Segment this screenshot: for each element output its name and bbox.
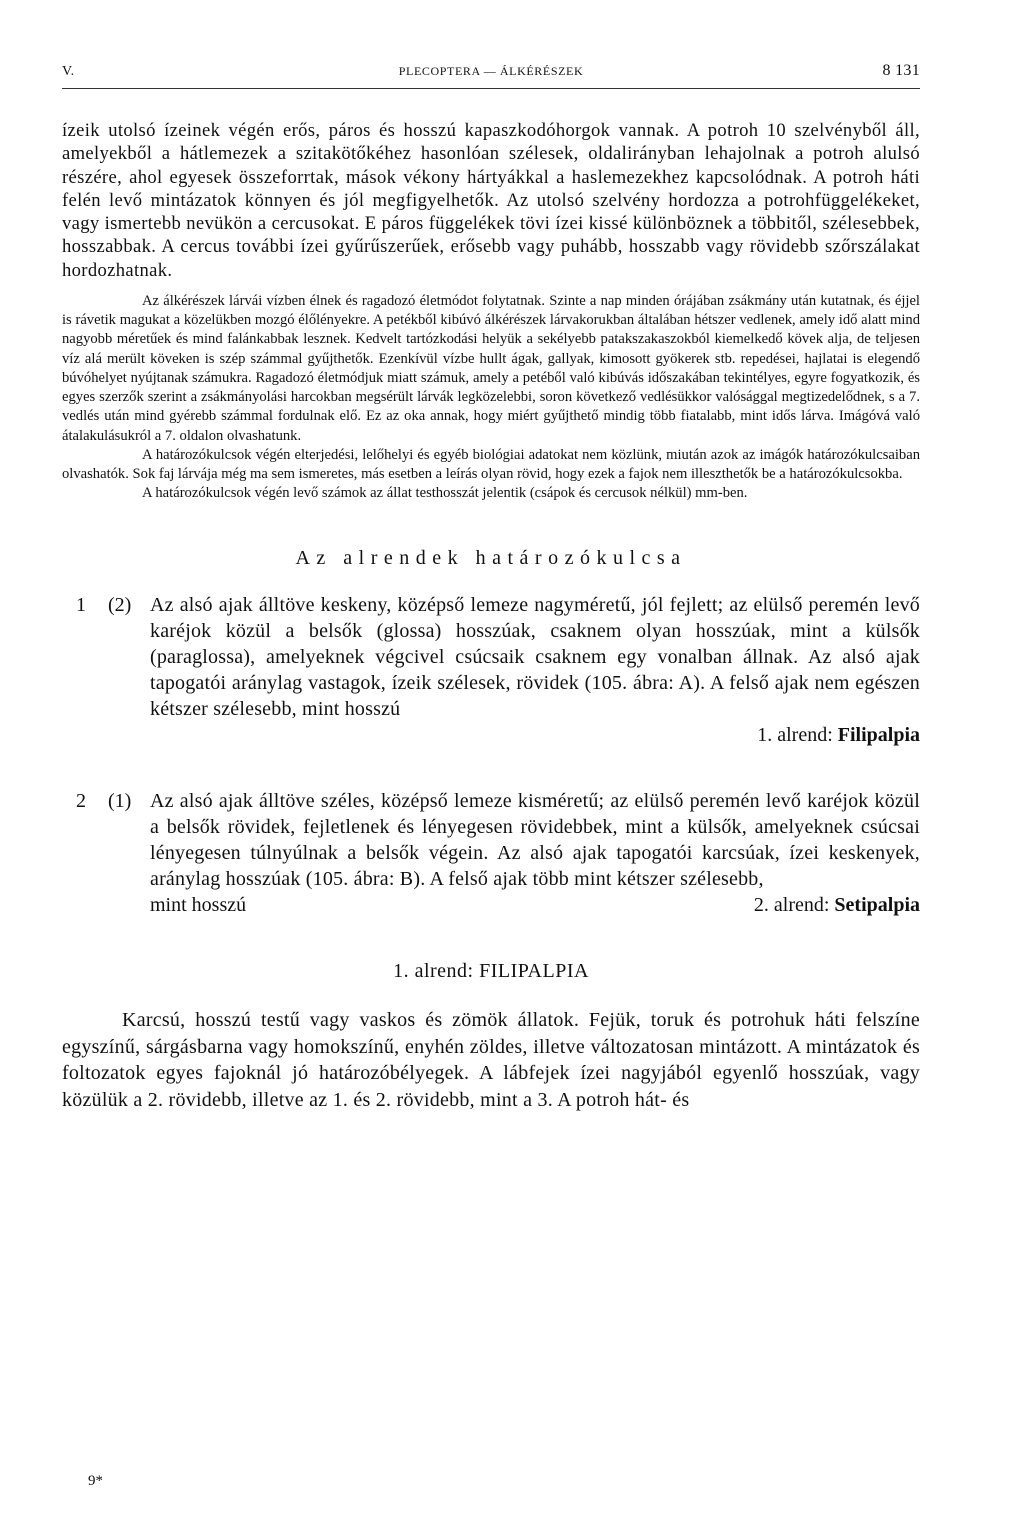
key-entry-number: 1 [76,594,86,617]
key-result-taxon: Setipalpia [834,894,920,917]
key-entry-number: 2 [76,790,86,813]
key-result-prefix: 1. alrend: [757,724,838,747]
key-entry-result [150,722,920,748]
key-entry-reference: (2) [108,594,132,617]
larva-paragraph: Az álkérészek lárvái vízben élnek és ragadozó életmódot folytatnak. Szinte a nap minden órájában zsákmány után kutatnak, és éjjel is rávetik magukat a közelükben mozgó élőlényekre. A petékből kibúvó álkérészek lárvakorukban általában hétszer vedlenek, amely idő alatt mind nagyobb méretűek és mind falánkabbak lesznek. Kedvelt tartózkodási helyük a sekélyebb patakszakaszokból kiemelkedő kövek alja, de teljesen víz alá merült köveken is szép számmal gyűjthetők. Ezenkívül vízbe hullt ágak, gallyak, kimosott gyökerek stb. repedései, hajlatai is elegendő búvóhelyet nyújtanak számukra. Ragadozó életmódjuk miatt számuk, amely a petéből való kibúvás időszakában tekintélyes, egyre fogyatkozik, és egyes szerzők szerint a zsákmányolási harcokban megsérült lárvák legközelebbi, soron következő vedlésükkor valósággal megtizedelődnek, s a 7. vedlés után mind gyérebb számmal fordulnak elő. Ez az oka annak, hogy miért gyűjthető mindig több fiatalabb, mint idős lárva. Imágóvá való átalakulásukról a 7. oldalon olvashatunk. [62,293,920,444]
suborder-description [62,1007,920,1113]
chapter-number: V. [62,64,75,79]
key-entry-text: Az alsó ajak álltöve keskeny, középső lemeze nagyméretű, jól fejlett; az elülső peremén levő karéjok közül a belsők (glossa) hosszúak, csaknem olyan hosszúak, mint a külsők (paraglossa), amelyeknek végcivel csúcsaik csaknem egy vonalban állnak. Az alsó ajak tapogatói aránylag vastagok, ízeik szélesek, rövidek (105. ábra: A). A felső ajak nem egészen kétszer szélesebb, mint hosszú [150,594,920,721]
key-entry-1 [62,592,920,748]
key-entry-last-line: mint hosszú [150,894,247,917]
page-number: 8 131 [882,62,920,79]
length-note-paragraph: A határozókulcsok végén levő számok az állat testhosszát jelentik (csápok és cercusok nélkül) mm-ben. [142,485,748,502]
key-entry-text: Az alsó ajak álltöve széles, középső lemeze kisméretű; az elülső peremén levő karéjok közül a belsők rövidek, fejletlenek és lényegesen rövidebbek, mint a külsők, amelyeknek csúcsai lényegesen túlnyúlnak a belsők végein. Az alsó ajak tapogatói karcsúak, ízei keskenyek, aránylag hosszúak (105. ábra: B). A felső ajak több mint kétszer szélesebb, [150,790,920,891]
determination-key [62,592,920,918]
key-result-label [754,892,920,918]
signature-mark: 9* [88,1473,103,1489]
intro-paragraph: ízeik utolsó ízeinek végén erős, páros és hosszú kapaszkodóhorgok vannak. A potroh 10 szelvényből áll, amelyekből a hátlemezek a szitakötőkéhez hasonlóan szélesek, oldalirányban lehajolnak a potroh alulsó részére, ahol egyesek összeforrtak, mások vékony hártyákkal a haslemezekhez kapcsolódnak. A potroh háti felén levő mintázatok könnyen és jól megfigyelhetők. Az utolsó szelvény hordozza a potrohfüggelékeket, vagy ismertebb nevükön a cercusokat. E páros függelékek tövi ízei kissé különböznek a többitől, szélesebbek, hosszabbak. A cercus további ízei gyűrűszerűek, erősebb vagy puhább, hosszabb vagy rövidebb szőrszálakat hordozhatnak. [62,120,920,281]
key-result-taxon: Filipalpia [837,724,920,747]
key-note-paragraph: A határozókulcsok végén elterjedési, lelőhelyi és egyéb biológiai adatokat nem közlünk, miután azok az imágók határozókulcsaiban olvashatók. Sok faj lárvája még ma sem ismeretes, más esetben a leírás olyan rövid, hogy ezek a fajok nem illeszthetők be a határozókulcsokba. [62,446,920,482]
key-entry-reference: (1) [108,790,132,813]
section-title: Az alrendek határozókulcsa [295,547,687,570]
small-print-section [62,292,920,503]
description-paragraph: Karcsú, hosszú testű vagy vaskos és zömök állatok. Fejük, toruk és potrohuk háti felszíne egyszínű, sárgásbarna vagy homokszínű, enyhén zöldes, illetve változatosan mintázott. A mintázatok és foltozatok egyes fajoknál jó határozóbélyegek. A lábfejek ízei nagyjából egyenlő hosszúak, vagy közülük a 2. rövidebb, illetve az 1. és 2. rövidebb, mint a 3. A potroh hát- és [62,1009,920,1111]
running-title: PLECOPTERA — ÁLKÉRÉSZEK [398,64,584,78]
key-entry-result [150,892,920,918]
intro-text [62,119,920,282]
suborder-heading: 1. alrend: FILIPALPIA [393,960,589,983]
key-entry-2 [62,788,920,918]
key-result-prefix: 2. alrend: [753,894,835,917]
document-page [62,58,920,1113]
running-header [62,58,920,89]
